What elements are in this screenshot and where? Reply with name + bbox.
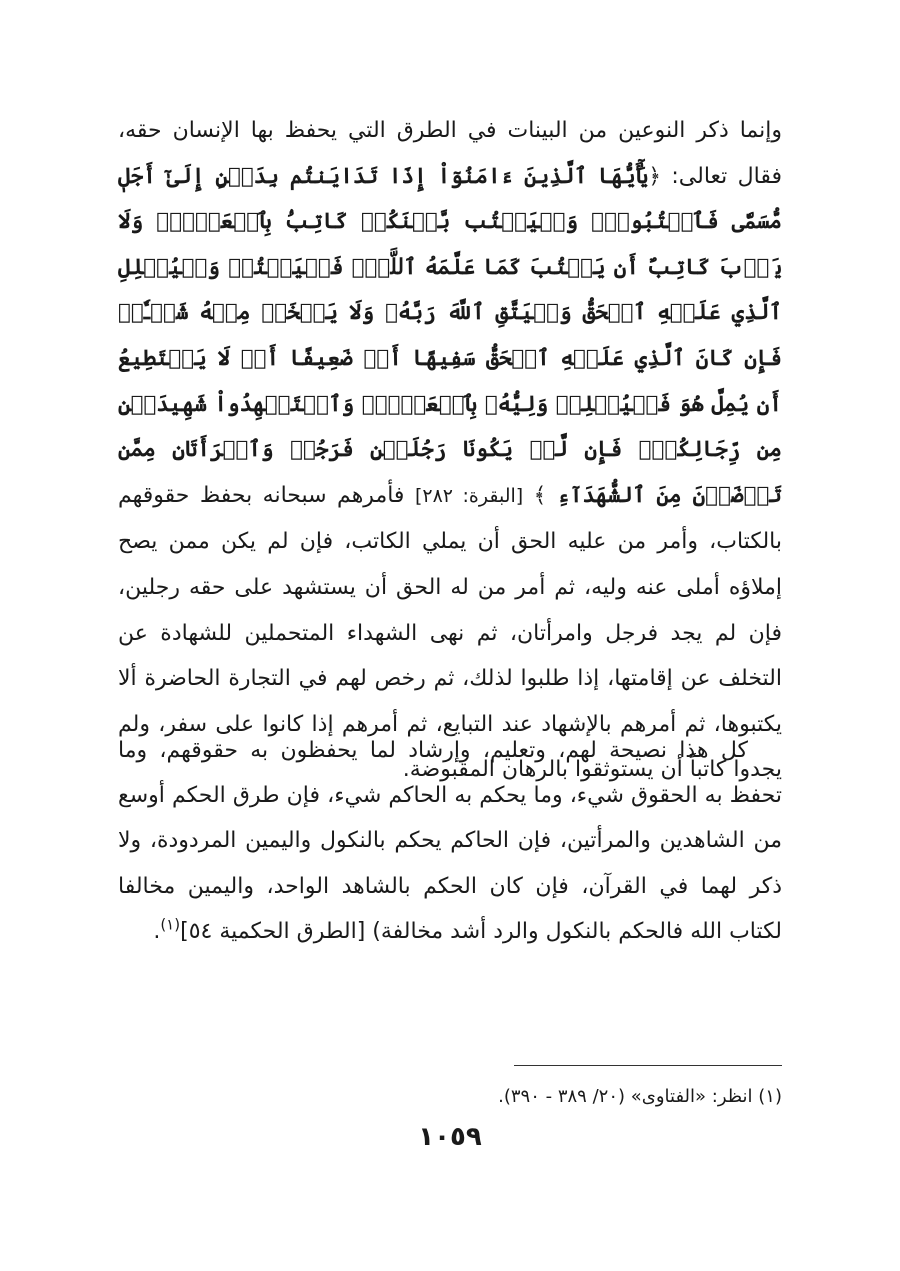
- footnote-divider: [514, 1065, 782, 1066]
- second-paragraph-text: كل هذا نصيحة لهم، وتعليم، وإرشاد لما يحفظون به حقوقهم، وما تحفظ به الحقوق شيء، وما يحكم به الحاكم شيء، فإن طرق الحكم أوسع من الشاهدين والمرأتين، فإن الحاكم يحكم بالنكول واليمين المردودة، ولا ذكر لهما في القرآن، فإن كان الحكم بالشاهد الواحد، واليمين مخالفا لكتاب الله فالحكم بالنكول والرد أشد مخالفة) [الطرق الحكمية ٥٤]: [118, 738, 782, 944]
- second-paragraph: [118, 728, 782, 954]
- paragraph-end: .: [153, 918, 161, 944]
- intro-text: وإنما ذكر النوعين من البينات في الطرق التي يحفظ بها الإنسان حقه، فقال تعالى:: [118, 118, 782, 189]
- main-paragraph: [118, 108, 782, 793]
- verse-text: يَٰٓأَيُّهَا ٱلَّذِينَ ءَامَنُوٓاْ إِذَا تَدَايَنتُم بِدَيۡنٍ إِلَىٰٓ أَجَلٖ مُّسَمّٗى فَٱكۡتُبُوهُۚ وَلۡيَكۡتُب بَّيۡنَكُمۡ كَاتِبُۢ بِٱلۡعَدۡلِۚ وَلَا يَأۡبَ كَاتِبٌ أَن يَكۡتُبَ كَمَا عَلَّمَهُ ٱللَّهُۚ فَلۡيَكۡتُبۡ وَلۡيُمۡلِلِ ٱلَّذِي عَلَيۡهِ ٱلۡحَقُّ وَلۡيَتَّقِ ٱللَّهَ رَبَّهُۥ وَلَا يَبۡخَسۡ مِنۡهُ شَيۡـٔٗاۚ فَإِن كَانَ ٱلَّذِي عَلَيۡهِ ٱلۡحَقُّ سَفِيهًا أَوۡ ضَعِيفًا أَوۡ لَا يَسۡتَطِيعُ أَن يُمِلَّ هُوَ فَلۡيُمۡلِلۡ وَلِيُّهُۥ بِٱلۡعَدۡلِۚ وَٱسۡتَشۡهِدُواْ شَهِيدَيۡنِ مِن رِّجَالِكُمۡۖ فَإِن لَّمۡ يَكُونَا رَجُلَيۡنِ فَرَجُلٞ وَٱمۡرَأَتَانِ مِمَّن تَرۡضَوۡنَ مِنَ ٱلشُّهَدَآءِ: [118, 163, 782, 508]
- page-number: ١٠٥٩: [418, 1122, 482, 1152]
- ornate-bracket-open-icon: ﴿: [648, 163, 661, 189]
- footnote: (١) انظر: «الفتاوى» (٢٠/ ٣٨٩ - ٣٩٠).: [498, 1086, 782, 1107]
- ornate-bracket-close-icon: ﴾: [533, 482, 547, 508]
- footnote-marker[interactable]: (١): [160, 915, 181, 934]
- verse-reference: [البقرة: ٢٨٢]: [414, 484, 524, 507]
- quran-verse: [118, 164, 782, 508]
- commentary-text: فأمرهم سبحانه بحفظ حقوقهم بالكتاب، وأمر من عليه الحق أن يملي الكاتب، فإن لم يكن ممن يصح إملاؤه أملى عنه وليه، ثم أمر من له الحق أن يستشهد على حقه رجلين، فإن لم يجد فرجل وامرأتان، ثم نهى الشهداء المتحملين للشهادة عن التخلف عن إقامتها، إذا طلبوا لذلك، ثم رخص لهم في التجارة الحاضرة ألا يكتبوها، ثم أمرهم بالإشهاد عند التبايع، ثم أمرهم إذا كانوا على سفر، ولم يجدوا كاتباً أن يستوثقوا بالرهان المقبوضة.: [118, 482, 782, 783]
